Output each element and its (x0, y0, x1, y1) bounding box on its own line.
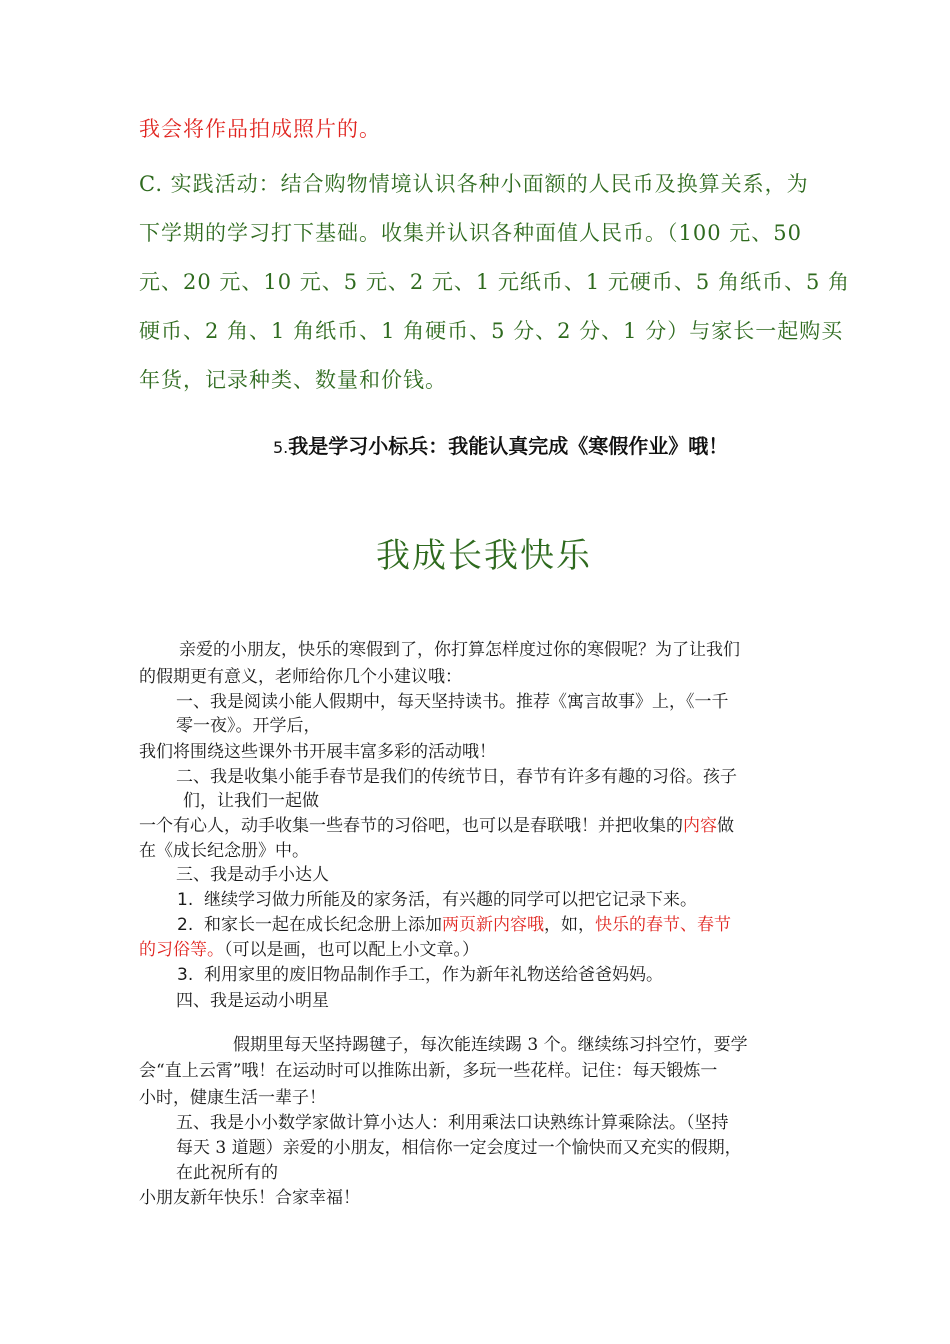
closing-line: 小朋友新年快乐！合家幸福！ (139, 1188, 360, 1208)
item-2-highlight-2: 快乐的春节、春节 (595, 915, 732, 935)
green-line-3: 元、20 元、10 元、5 元、2 元、1 元纸币、1 元硬币、5 角纸币、5 角 (139, 270, 851, 294)
item-2-end: （可以是画，也可以配上小文章。） (224, 940, 479, 960)
item-3-text: 利用家里的废旧物品制作手工，作为新年礼物送给爸爸妈妈。 (204, 965, 664, 985)
green-line-1: C. 实践活动：结合购物情境认识各种小面额的人民币及换算关系，为 (139, 172, 809, 196)
section-4-line-3: 小时，健康生活一辈子！ (139, 1088, 326, 1108)
section-2-line-3-text: 一个有心人，动手收集一些春节的习俗吧，也可以是春联哦！并把收集的 (139, 816, 683, 836)
item-2-text: 和家长一起在成长纪念册上添加 (204, 915, 443, 935)
section-2-line-4: 在《成长纪念册》中。 (139, 841, 309, 861)
section-2-highlight: 内容 (683, 816, 717, 836)
section-5-line-1: 五、我是小小数学家做计算小达人：利用乘法口诀熟练计算乘除法。（坚持 (176, 1113, 729, 1133)
item-3-number: 3. (177, 965, 194, 985)
section-3-item-3 (177, 960, 663, 985)
section-1-line-3: 我们将围绕这些课外书开展丰富多彩的活动哦！ (139, 742, 496, 762)
section-3-heading: 三、我是动手小达人 (176, 865, 329, 885)
section-5-line-2: 每天 3 道题）亲爱的小朋友，相信你一定会度过一个愉快而又充实的假期， (176, 1138, 742, 1158)
section-4-heading: 四、我是运动小明星 (176, 991, 329, 1011)
item-1-text: 继续学习做力所能及的家务活，有兴趣的同学可以把它记录下来。 (204, 890, 698, 910)
section-5-number: 5. (273, 438, 289, 457)
section-5-line-3: 在此祝所有的 (176, 1163, 278, 1183)
section-5-text: 我是学习小标兵：我能认真完成《寒假作业》哦！ (288, 434, 729, 458)
section-3-item-2-cont (139, 935, 479, 960)
green-line-2: 下学期的学习打下基础。收集并认识各种面值人民币。（100 元、50 (139, 221, 802, 245)
section-1-line-2: 零一夜》。开学后， (176, 716, 321, 736)
item-2-highlight-1: 两页新内容哦 (442, 915, 545, 935)
intro-line-2: 的假期更有意义，老师给你几个小建议哦： (139, 667, 462, 687)
item-2-highlight-3: 的习俗等。 (139, 940, 224, 960)
item-2-mid: ，如， (544, 915, 596, 935)
section-2-line-1: 二、我是收集小能手春节是我们的传统节日，春节有许多有趣的习俗。孩子 (176, 767, 737, 787)
section-2-line-3 (139, 811, 734, 836)
section-2-line-2: 们，让我们一起做 (183, 791, 319, 811)
section-4-line-1: 假期里每天坚持踢毽子，每次能连续踢 3 个。继续练习抖空竹，要学 (233, 1035, 748, 1055)
section-2-line-3-end: 做 (717, 816, 734, 836)
intro-line-1: 亲爱的小朋友，快乐的寒假到了，你打算怎样度过你的寒假呢？为了让我们 (179, 640, 740, 660)
item-1-number: 1. (177, 890, 194, 910)
red-line: 我会将作品拍成照片的。 (139, 117, 381, 141)
section-4-line-2: 会“直上云霄”哦！在运动时可以推陈出新，多玩一些花样。记住：每天锻炼一 (139, 1061, 718, 1081)
section-5-heading (273, 430, 728, 459)
section-3-item-2 (177, 910, 731, 935)
green-line-4: 硬币、2 角、1 角纸币、1 角硬币、5 分、2 分、1 分）与家长一起购买 (139, 319, 844, 343)
item-2-number: 2. (177, 915, 194, 935)
section-3-item-1 (177, 885, 697, 910)
page-title: 我成长我快乐 (376, 536, 592, 576)
green-line-5: 年货，记录种类、数量和价钱。 (139, 368, 447, 392)
section-1-line-1: 一、我是阅读小能人假期中，每天坚持读书。推荐《寓言故事》上，《一千 (176, 692, 729, 712)
